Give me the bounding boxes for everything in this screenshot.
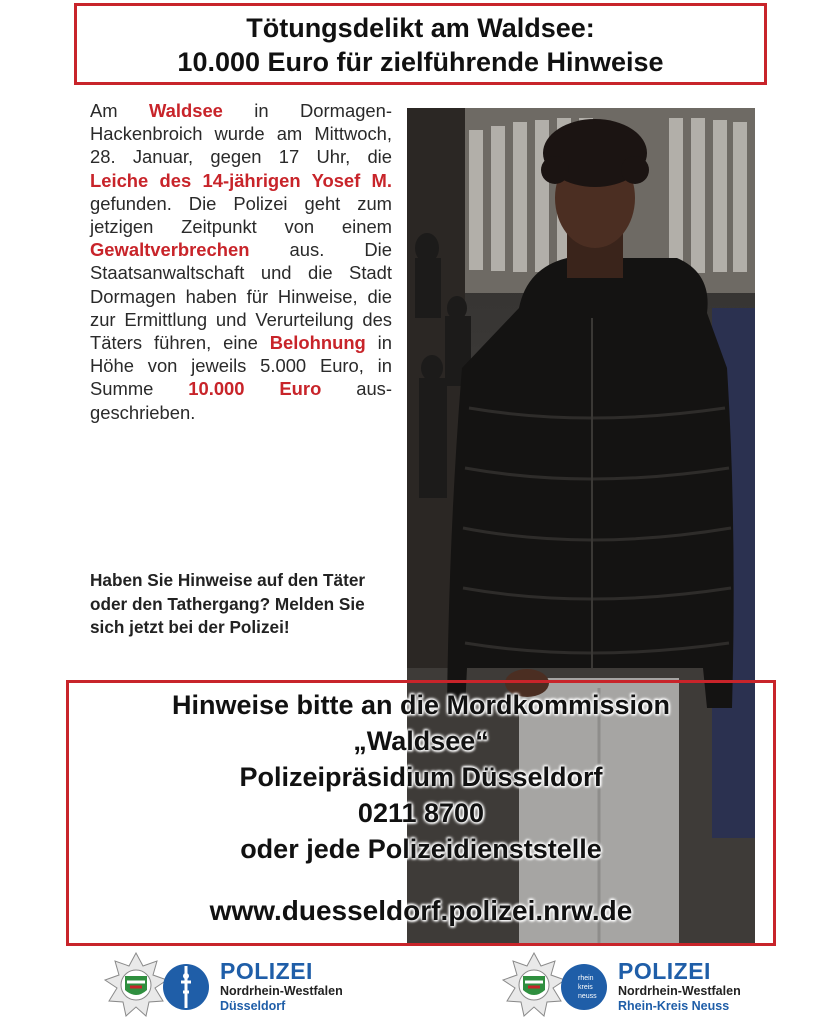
logo-left-title: POLIZEI [220, 958, 313, 984]
contact-phone[interactable]: 0211 8700 [357, 798, 485, 828]
call-to-action: Haben Sie Hinweise auf den Täter oder den Tathergang? Melden Sie sich jetzt bei der Polizei! [90, 570, 366, 637]
police-star-icon [498, 952, 608, 1022]
logo-police-duesseldorf [100, 952, 370, 1022]
website-link[interactable]: www.duesseldorf.polizei.nrw.de [209, 895, 633, 926]
headline-line-2: 10.000 Euro für zielführende Hinweise [177, 47, 664, 77]
contact-line-any-station: oder jede Polizeidienststelle [240, 834, 602, 864]
highlight-location: Waldsee [148, 100, 223, 121]
logo-right-unit: Rhein-Kreis Neuss [618, 999, 730, 1013]
logo-right-title: POLIZEI [618, 958, 711, 984]
contact-box [66, 680, 776, 946]
contact-line-commission-name: „Waldsee“ [353, 726, 489, 756]
badge-word-3: neuss [578, 993, 597, 1000]
case-description [90, 99, 392, 424]
badge-word-2: kreis [578, 984, 593, 991]
highlight-crime: Gewaltverbrechen [90, 239, 250, 261]
text-segment: Am [90, 100, 149, 121]
logo-police-rhein-kreis-neuss [498, 952, 768, 1022]
logo-left-state: Nordrhein-Westfalen [220, 984, 343, 998]
contact-line-investigation: Hinweise bitte an die Mordkommission [171, 690, 671, 720]
badge-word-1: rhein [578, 975, 594, 982]
highlight-victim: Leiche des 14-jährigen Yosef M. [90, 169, 392, 191]
text-segment: gefunden. Die Polizei geht zum jetzigen Zeitpunkt von einem [90, 192, 392, 238]
highlight-amount: 10.000 Euro [188, 378, 322, 400]
logo-left-unit: Düsseldorf [220, 999, 286, 1013]
text-segment: ausgeschrieben. [90, 378, 392, 423]
police-star-icon [100, 952, 210, 1022]
text-segment: in Höhe von jeweils 5.000 Euro, in Summe [90, 332, 392, 400]
contact-line-headquarters: Polizeipräsidium Düsseldorf [239, 762, 603, 792]
headline-box [74, 3, 767, 85]
headline-line-1: Tötungsdelikt am Waldsee: [246, 13, 595, 43]
logo-right-state: Nordrhein-Westfalen [618, 984, 741, 998]
text-segment: in Dormagen-Hackenbroich wurde am Mittwoch, 28. Januar, gegen 17 Uhr, die [90, 100, 392, 168]
highlight-reward: Belohnung [269, 332, 366, 354]
text-segment: aus. Die Staatsanwaltschaft und die Stadt Dormagen haben für Hinweise, die zur Ermittlung und Verurteilung des Täters führen, eine [90, 239, 392, 354]
